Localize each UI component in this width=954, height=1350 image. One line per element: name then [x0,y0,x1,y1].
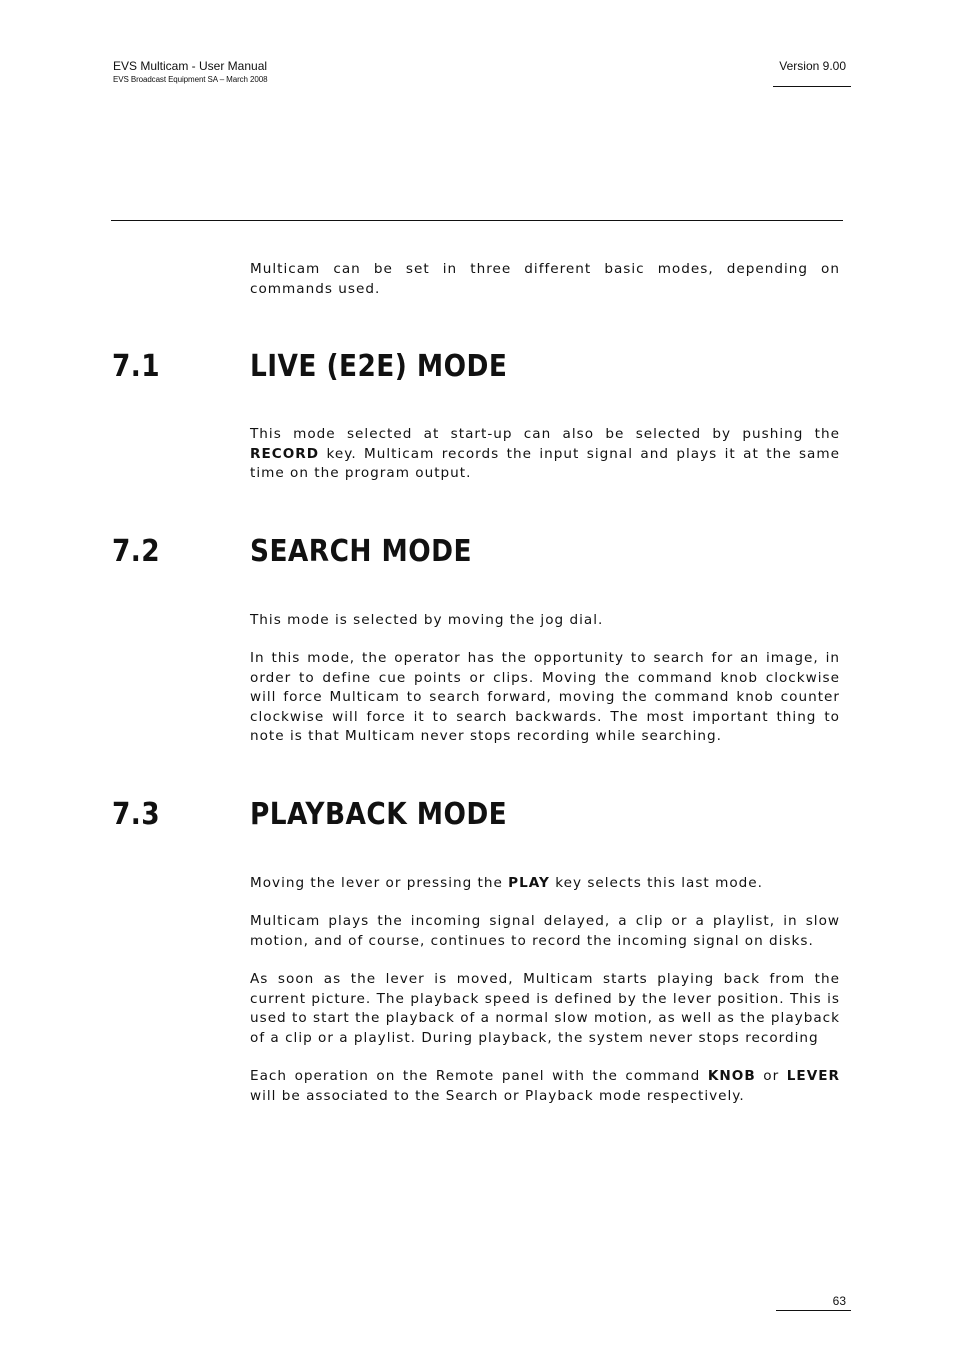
document-version: Version 9.00 [779,59,846,73]
knob-label: KNOB [707,1068,756,1084]
lever-label: LEVER [786,1068,840,1084]
section-number-7-2: 7.2 [112,534,161,569]
document-subtitle: EVS Broadcast Equipment SA – March 2008 [113,75,268,84]
header-divider [111,220,843,221]
document-title: EVS Multicam - User Manual [113,59,268,73]
play-key-label: PLAY [508,875,550,891]
playback-mode-paragraph-3: As soon as the lever is moved, Multicam starts playing back from the current picture. The playback speed is defined by the lever position. This is used to start the playback of a normal slow motion, as well as the playback of a clip or a playlist. During playback, the system never stops recording [250,971,840,1046]
section-title-playback-mode: PLAYBACK MODE [250,797,508,832]
text-run: key. Multicam records the input signal and plays it at the same time on the program output. [250,445,840,481]
search-mode-paragraph-2: In this mode, the operator has the opportunity to search for an image, in order to define cue points or clips. Moving the command knob clockwise will force Multicam to search forward, moving the command knob counter clockwise will force it to search backwards. The most important thing to note is that Multicam never stops recording while searching. [250,650,840,744]
page-number: 63 [832,1294,846,1308]
intro-paragraph: Multicam can be set in three different basic modes, depending on commands used. [250,261,840,297]
text-run: Moving the lever or pressing the [250,875,509,891]
page-number-underline [776,1310,851,1311]
text-run: This mode selected at start-up can also be selected by pushing the [250,426,840,442]
text-run: Each operation on the Remote panel with the command [250,1068,708,1084]
section-number-7-3: 7.3 [112,797,161,832]
text-run: will be associated to the Search or Playback mode respectively. [250,1087,745,1104]
playback-mode-paragraph-4 [250,1067,840,1106]
section-title-search-mode: SEARCH MODE [250,534,472,569]
record-key-label: RECORD [250,445,320,462]
section-title-live-mode: LIVE (E2E) MODE [250,349,508,384]
search-mode-paragraph-1: This mode is selected by moving the jog dial. [250,612,604,628]
version-underline [773,86,851,87]
text-run: or [755,1068,787,1084]
section-number-7-1: 7.1 [112,349,161,384]
playback-mode-paragraph-1 [250,874,840,894]
text-run: key selects this last mode. [549,875,763,891]
playback-mode-paragraph-2: Multicam plays the incoming signal delayed, a clip or a playlist, in slow motion, and of course, continues to record the incoming signal on disks. [250,913,840,949]
live-mode-paragraph [250,425,840,484]
